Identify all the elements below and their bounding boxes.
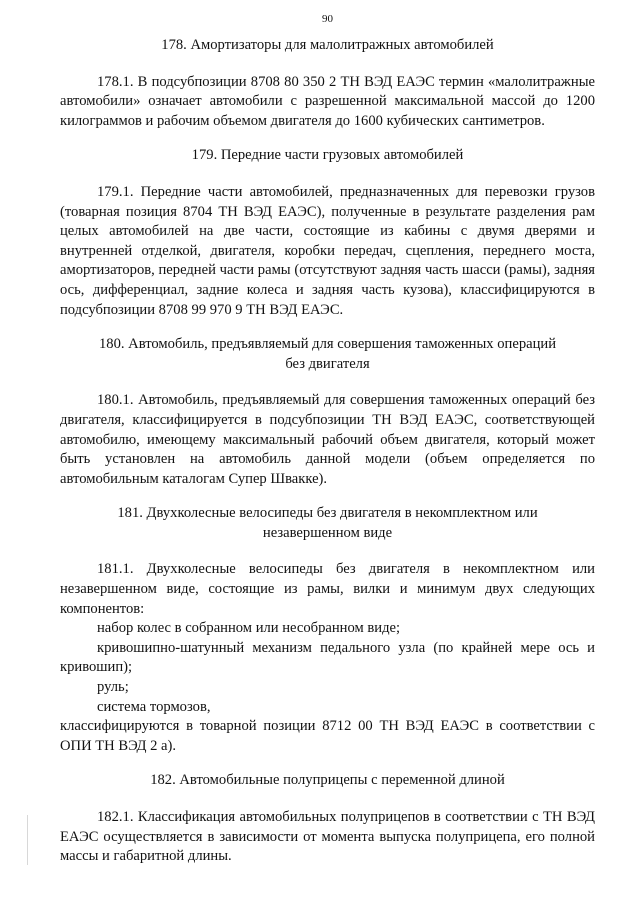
list-item: кривошипно-шатунный механизм педального узла (по крайней мере ось и кривошип);	[60, 639, 595, 676]
list-item: система тормозов,	[97, 698, 211, 715]
paragraph-181-1: 181.1. Двухколесные велосипеды без двигателя в некомплектном или незавершенном виде, состоящие из рамы, вилки и минимум двух следующих компонентов:	[60, 561, 595, 617]
document-page	[60, 0, 595, 905]
scan-margin-mark	[27, 815, 28, 865]
page-number: 90	[322, 13, 333, 25]
list-item: руль;	[97, 679, 129, 696]
section-heading-179	[60, 146, 595, 166]
paragraph-181-closing: классифицируются в товарной позиции 8712 00 ТН ВЭД ЕАЭС в соответствии с ОПИ ТН ВЭД 2 а).	[60, 718, 595, 754]
heading-line: 181. Двухколесные велосипеды без двигателя в некомплектном или	[117, 505, 538, 522]
paragraph-182-1: 182.1. Классификация автомобильных полуприцепов в соответствии с ТН ВЭД ЕАЭС осуществляется в зависимости от момента выпуска полуприцепа, его полной массы и габаритной длины.	[60, 809, 595, 865]
section-heading-178	[60, 36, 595, 56]
heading-line: 180. Автомобиль, предъявляемый для совершения таможенных операций	[98, 336, 557, 353]
section-heading-182	[60, 771, 595, 791]
section-heading-180	[60, 335, 595, 374]
heading-line: без двигателя	[285, 355, 370, 372]
paragraph-179-1: 179.1. Передние части автомобилей, предназначенных для перевозки грузов (товарная позиция 8704 ТН ВЭД ЕАЭС), полученные в результате разделения рам целых автомобилей на две части, состоящие из кабины с двумя дверями и внутренней отделкой, двигателя, коробки передач, сцепления, переднего моста, амортизаторов, передней части рамы (отсутствуют задняя часть шасси (рамы), задняя ось, дифференциал, задние колеса и задняя часть кузова), классифицируются в подсубпозиции 8708 99 970 9 ТН ВЭД ЕАЭС.	[60, 183, 595, 318]
section-heading-181	[60, 504, 595, 543]
heading-line: 179. Передние части грузовых автомобилей	[191, 147, 464, 164]
paragraph-180-1: 180.1. Автомобиль, предъявляемый для совершения таможенных операций без двигателя, классифицируется в подсубпозиции ТН ВЭД ЕАЭС, соответствующей автомобилю, имеющему максимальный рабочий объем двигателя, который может быть установлен на автомобиль данной модели (объем определяется по автомобильным каталогам Супер Швакке).	[60, 392, 595, 487]
paragraph-178-1: 178.1. В подсубпозиции 8708 80 350 2 ТН ВЭД ЕАЭС термин «малолитражные автомобили» означает автомобили с разрешенной максимальной массой до 1200 килограммов и рабочим объемом двигателя до 1600 кубических сантиметров.	[60, 73, 595, 129]
list-item: набор колес в собранном или несобранном виде;	[97, 620, 401, 637]
heading-line: незавершенном виде	[262, 524, 393, 541]
heading-line: 182. Автомобильные полуприцепы с переменной длиной	[150, 772, 505, 789]
heading-line: 178. Амортизаторы для малолитражных автомобилей	[161, 37, 494, 53]
document-body	[60, 36, 595, 867]
